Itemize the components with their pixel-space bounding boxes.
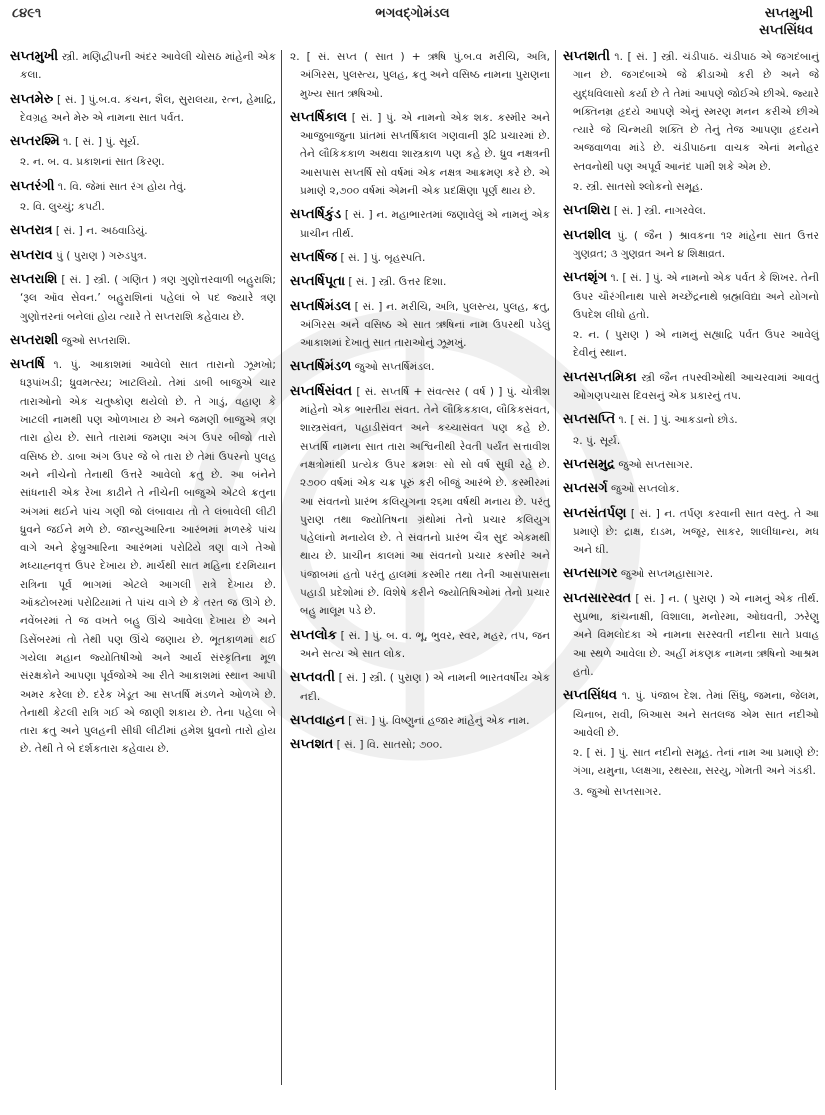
sense: ૨. ન. ( પુરાણ ) એ નામનું સહ્યાદ્રિ પર્વત ઉપર આવેલું દેવીનું સ્થાન.: [573, 329, 819, 360]
column-1: [10, 48, 276, 1115]
guide-words: [759, 5, 813, 39]
guide-word-first: સપ્તમુખી: [764, 6, 813, 21]
dictionary-entry: [290, 627, 550, 664]
headword: સપ્તર્ષિપૂતા: [290, 274, 346, 290]
dictionary-entry: [563, 505, 819, 560]
dictionary-entry: [563, 202, 819, 220]
definition: [ સં. ] પું. બૃહસ્પતિ.: [340, 251, 426, 264]
definition: ૧. [ સં. ] પું. એ નામનો એક પર્વત કે શિખર. તેની ઉપર ચૌરંગીનાથ પાસે મચ્છેંદ્રનાથે બ્રહ્મવિદ્યા અને યોગનો ઉપદેશ લીધો હતો.: [573, 272, 820, 321]
dictionary-entry: [290, 206, 550, 243]
page-header: [0, 0, 825, 48]
headword: સપ્તરાત્ર: [10, 223, 53, 239]
headword: સપ્તસર્ગ: [563, 481, 608, 497]
running-title: ભગવદ્ગોમંડલ: [375, 6, 450, 21]
headword: સપ્તસિંધવ: [563, 688, 617, 704]
headword: સપ્તર્ષિમંડલ: [290, 298, 351, 314]
definition: [ સં. ] ન. મહાભારતમાં જણાવેલું એ નામનું એક પ્રાચીન તીર્થ.: [300, 209, 550, 240]
dictionary-entry: [10, 91, 276, 128]
dictionary-entry: [563, 565, 819, 583]
dictionary-entry: [290, 712, 550, 730]
headword: સપ્તરાશિ: [10, 271, 58, 287]
headword: સપ્તશિરા: [563, 203, 611, 219]
headword: સપ્તલોક: [290, 627, 337, 643]
definition: [ સં. ] પું.બ.વ. કંચન, શૈલ, સુરાલયા, રત્ન, હેમાદ્રિ, દેવગ્રહ અને મેરુ એ નામના સાત પર્વત.: [20, 93, 276, 124]
definition: [ સં. ] વિ. સાતસો; ૭૦૦.: [336, 739, 443, 752]
definition: ૨. [ સં. સપ્ત ( સાત ) + ઋષિ પું.બ.વ મરીચિ, અત્રિ, અંગિરસ, પુલસ્ત્ય, પુલહ, ક્રતુ અને વસિષ્ઠ નામના પુરાણના મુખ્ય સાત ઋષિઓ.: [290, 51, 550, 100]
definition: પું ( પુરાણ ) ગરુડપુત્ર.: [55, 249, 147, 262]
headword: સપ્તસપ્તિ: [563, 412, 616, 428]
dictionary-entry: [10, 247, 276, 265]
dictionary-entry: [290, 48, 550, 103]
headword: સપ્તસપ્તમિકા: [563, 369, 637, 385]
dictionary-entry: [290, 249, 550, 267]
headword: સપ્તવાહન: [290, 712, 345, 728]
definition: પું. ( જૈન ) શ્રાવકના ૧૨ માંહેના સાત ઉત્તર ગુણવ્રત; ૩ ગુણવ્રત અને ૪ શિક્ષાવ્રત.: [573, 229, 819, 260]
dictionary-entry: [10, 271, 276, 326]
definition: ૧. વિ. જેમાં સાત રંગ હોય તેવું.: [57, 180, 187, 193]
dictionary-entry: [563, 411, 819, 450]
definition: [ સં. ] ન. ( પુરાણ ) એ નામનું એક તીર્થ. સુપ્રભા, કાંચનાક્ષી, વિશાલા, મનોરમા, ઓઘવતી, ઝરેણુ અને વિમલોદકા એ નામના સરસ્વતી નદીના સાતે પ્રવાહ આ સ્થળે આવેલા છે. અહીં મંકણક નામના ઋષિનો આશ્રમ હતો.: [573, 592, 819, 678]
headword: સપ્તસંતર્પણ: [563, 505, 627, 521]
dictionary-entry: [563, 269, 819, 362]
definition: ૧. [ સં. ] પું. સૂર્ય.: [63, 136, 140, 149]
definition: [ સં. ] પું. બ. વ. ભૂ, ભુવર, સ્વર, મહર, તપ, જન અને સત્ય એ સાત લોક.: [300, 629, 551, 660]
definition: [ સં. ] પું. વિષ્ણુનાં હજાર માંહેનું એક નામ.: [348, 714, 530, 727]
definition: ૧. [ સં. ] પું. આકડાનો છોડ.: [618, 414, 738, 427]
definition: જુઓ સપ્તસાગર.: [618, 458, 693, 471]
dictionary-entry: [290, 383, 550, 621]
dictionary-entry: [290, 358, 550, 376]
dictionary-entry: [10, 48, 276, 85]
headword: સપ્તસમુદ્ર: [563, 456, 615, 472]
dictionary-entry: [10, 178, 276, 217]
definition: [ સં. સપ્તર્ષિ + સંવત્સર ( વર્ષ ) ] પું. ચોત્રીશ માંહેનો એક ભારતીય સંવત. તેને લૌકિકકાલ, લૌકિકસંવત, શાસ્ત્રસંવત, પહાડીસંવત અને કચ્ચાસંવત પણ કહે છે. સપ્તર્ષિ નામના સાત તારા અશ્વિનીથી રેવતી પર્યંત સત્તાવીશ નક્ષત્રોમાંથી પ્રત્યેક ઉપર ક્રમશઃ સો સો વર્ષ સુધી રહે છે. ૨૭૦૦ વર્ષમાં એક ચક્ર પૂરું કરી બીજું આરંભે છે. કસ્મીરમાં આ સંવતનો પ્રારંભ કલિયુગના ૨૬મા વર્ષથી મનાય છે. પરંતુ પુરાણ તથા જ્યોતિષના ગ્રંથોમાં તેનો પ્રચાર કલિયુગ પહેલાંનો મનાયેલ છે. તે સંવતનો પ્રારંભ ચૈત્ર સુદ એકમથી થાય છે. પ્રાચીન કાલમાં આ સંવતનો પ્રચાર કસ્મીર અને પંજાબમાં હતો પરંતુ હાલમાં કસ્મીર તથા તેની આસપાસના પહાડી પ્રદેશોમાં છે. વિશેષે કરીને જ્યોતિષિઓમાં તેનો પ્રચાર બહુ માલૂમ પડે છે.: [300, 385, 550, 618]
headword: સપ્તશત: [290, 737, 334, 753]
column-divider: [281, 50, 282, 1085]
headword: સપ્તર્ષિજ: [290, 249, 338, 265]
sense: ૨. પું. સૂર્ય.: [573, 434, 621, 447]
dictionary-entry: [563, 590, 819, 681]
column-2: [290, 48, 550, 1115]
headword: સપ્તરંગી: [10, 178, 55, 194]
definition: [ સં. ] સ્ત્રી. ( ગણિત ) ત્રણ ગુણોત્તરવાળી બહુરાશિ; ‘રૂલ ઑવ સેવન.’ બહુરાશિનાં પહેલાં બે પદ જ્યારે ત્રણ ગુણોત્તરનાં બનેલાં હોય ત્યારે તે સપ્તરાશિ કહેવાય છે.: [20, 273, 276, 323]
definition: ૧. પું. આકાશમાં આવેલો સાત તારાનો ઝૂમખો; ધરૂપાંખડી; ધ્રુવમત્સ્ય; ખાટલિયો. તેમાં ડાબી બાજુએ ચાર તારાઓનો એક ચતુષ્કોણ થયેલો છે. તે ગાડું, વહાણ કે ખાટલી નામથી પણ ઓળખાય છે અને જમણી બાજુએ ત્રણ તારા હોય છે. સાતે તારામાં જમણા અંગ ઉપર બીજો તારો વસિષ્ઠ છે. ડાબા અંગ ઉપર જે બે તારા છે તેમાં ઉપરનો પુલહ અને નીચેનો તેનાથી ઉત્તરે આવેલો ક્રતુ છે. આ બંનેને સાંધનારી એક રેખા કાઢીને તે નીચેની બાજુએ એટલે ક્રતુના અંગમાં થઈને પાંચ ગણી જો લંબાવાય તો તે લંબાવેલી લીટી ધ્રુવને જઈને મળે છે. જાન્યુઆરિના આરંભમાં મળસ્કે પાંચ વાગે અને ફેબ્રુઆરિના આરંભમાં પરોઢિયે ત્રણ વાગે તેઓ મધ્યાહ્નવૃત્ત ઉપર દેખાય છે. માર્ચથી સાત મહિના દરમિયાન રાત્રિના પૂર્વ ભાગમાં એટલે આગલી રાત્રે દેખાય છે. ઑક્ટોબરમાં પરોઢિયામાં તે પાંચ વાગે છે કે તરત જ ઊગે છે. નવેંબરમાં તે જ વખતે બહુ ઊંચે આવેલા દેખાય છે અને ડિસેંબરમાં તો તેથી પણ ઊંચે જણાય છે. ભૂતકાળમાં થઈ ગયેલા મહાન જ્યોતિષીઓ અને આર્ય સંસ્કૃતિના મૂળ સંરક્ષકોને આપણા પૂર્વજોએ આ રીતે આકાશમાં સ્થાન આપી અમર કરેલા છે. દરેક ખેડૂત આ સપ્તર્ષિ મંડળને ઓળખે છે. તેનાથી કેટલી રાત્રિ ગઈ એ જાણી શકાય છે. તેના પહેલા બે તારા ક્રતુ અને પુલહની સીધી લીટીમાં હમેશ ધ્રુવનો તારો હોય છે. તેથી તે બે દર્શકતારા કહેવાય છે.: [20, 359, 276, 756]
dictionary-entry: [290, 669, 550, 706]
definition: જુઓ સપ્તલોક.: [610, 483, 680, 496]
headword: સપ્તમેરુ: [10, 91, 54, 107]
sense: ૨. [ સં. ] પું. સાત નદીનો સમૂહ. તેનાં નામ આ પ્રમાણે છે: ગંગા, યમુના, પ્લક્ષગા, રથસ્યા, સરયુ, ગોમતી અને ગંડકી.: [573, 747, 819, 778]
column-divider: [555, 50, 556, 1090]
dictionary-entry: [10, 222, 276, 240]
sense: ૨. સ્ત્રી. સાતસો શ્લોકનો સમૂહ.: [573, 181, 704, 194]
headword: સપ્તશીલ: [563, 227, 612, 243]
definition: [ સં. ] સ્ત્રી. ઉત્તર દિશા.: [348, 276, 447, 289]
dictionary-entry: [10, 356, 276, 759]
headword: સપ્તર્ષિ: [10, 357, 45, 373]
page-number: ૮૪૯૧: [12, 6, 42, 21]
headword: સપ્તરાશી: [10, 332, 59, 348]
definition: સ્ત્રી. મણિદ્વીપની અંદર આવેલી ચોસઠ માંહેની એક કલા.: [20, 51, 276, 82]
dictionary-entry: [563, 227, 819, 264]
dictionary-entry: [290, 298, 550, 353]
headword: સપ્તવતી: [290, 670, 336, 686]
headword: સપ્તર્ષિસંવત: [290, 383, 353, 399]
dictionary-entry: [10, 332, 276, 350]
dictionary-entry: [563, 48, 819, 196]
dictionary-entry: [563, 369, 819, 406]
definition: જુઓ સપ્તમહાસાગર.: [620, 568, 714, 581]
headword: સપ્તર્ષિમંડળ: [290, 359, 352, 375]
headword: સપ્તર્ષિકુંડ: [290, 207, 342, 223]
definition: [ સં. ] સ્ત્રી. નાગરવેલ.: [613, 205, 707, 218]
headword: સપ્તર્ષિકાલ: [290, 109, 347, 125]
definition: [ સં. ] ન. તર્પણ કરવાની સાત વસ્તુ. તે આ પ્રમાણે છે: દ્રાક્ષ, દાડમ, ખજૂર, સાકર, શાલીધાન્ય, મધ અને ઘી.: [573, 507, 819, 557]
column-3: [563, 48, 819, 1115]
dictionary-entry: [290, 736, 550, 754]
headword: સપ્તસારસ્વત: [563, 590, 632, 606]
definition: જુઓ સપ્તર્ષિમંડલ.: [354, 361, 435, 374]
definition: જુઓ સપ્તરાશિ.: [61, 334, 131, 347]
definition: [ સં. ] સ્ત્રી. ( પુરાણ ) એ નામની ભારતવર્ષીય એક નદી.: [300, 672, 550, 703]
headword: સપ્તશૃંગ: [563, 270, 608, 286]
dictionary-entry: [290, 273, 550, 291]
sense: ૩. જુઓ સપ્તસાગર.: [573, 785, 662, 798]
guide-word-last: સપ્તસિંધવ: [759, 23, 813, 38]
dictionary-entry: [10, 133, 276, 172]
dictionary-entry: [290, 109, 550, 200]
dictionary-columns: [0, 48, 825, 1115]
definition: ૧. પું. પંજાબ દેશ. તેમાં સિંધુ, જમના, જેલમ, ચિનાબ, રાવી, બિઆસ અને સતલજ એમ સાત નદીઓ આવેલી છે.: [573, 690, 819, 739]
definition: સ્ત્રી જૈન તપસ્વીઓથી આચરવામાં આવતું ઓગણપચાસ દિવસનું એક પ્રકારનું તપ.: [573, 371, 819, 403]
headword: સપ્તરશ્મિ: [10, 134, 60, 150]
dictionary-entry: [563, 456, 819, 474]
definition: [ સં. ] ન. અઠવાડિયું.: [55, 225, 148, 238]
headword: સપ્તસાગર: [563, 566, 618, 582]
dictionary-entry: [563, 480, 819, 498]
headword: સપ્તમુખી: [10, 49, 59, 64]
sense: ૨. વિ. લુચ્ચું; કપટી.: [20, 201, 105, 214]
sense: ૨. ન. બ. વ. પ્રકાશનાં સાત કિરણ.: [20, 156, 165, 169]
dictionary-entry: [563, 687, 819, 801]
definition: [ સં. ] પું. એ નામનો એક શક. કસ્મીર અને આજુબાજુના પ્રાંતમાં સપ્તર્ષિકાલ ગણવાની રૂઢિ પ્રચારમાં છે. તેને લૌકિકકાળ અથવા શાસ્ત્રકાળ પણ કહે છે. ધ્રુવ નક્ષત્રની આસપાસ સપ્તર્ષિ સો વર્ષમાં એક નક્ષત્ર આક્રમણ કરે છે. એ પ્રમાણે ૨,૭૦૦ વર્ષમાં એમની એક પ્રદક્ષિણા પૂર્ણ થાય છે.: [300, 111, 550, 198]
definition: [ સં. ] ન. મરીચિ, અત્રિ, પુલસ્ત્ય, પુલહ, ક્રતુ, અંગિરસ અને વસિષ્ઠ એ સાત ઋષિનાં નામ ઉપરથી પડેલું આકાશમાં દેખાતું સાત તારાઓનું ઝૂમખું.: [300, 300, 551, 350]
definition: ૧. [ સં. ] સ્ત્રી. ચંડીપાઠ. ચંડીપાઠ એ જગદંબાનું ગાન છે. જગદંબાએ જે ક્રીડાઓ કરી છે અને જે યુદ્ધવિલાસો કર્યા છે તે તેમાં આપણે જોઈએ છીએ. જ્યારે ભક્તિનમ્ર હૃદયે આપણે એનું સ્મરણ મનન કરીએ છીએ ત્યારે જે ચિન્મયી શક્તિ છે તેનું તેજ આપણા હૃદયને અજવાળવા માંડે છે. ચંડીપાઠના વાચક એનાં મનોહર સ્તવનોથી પણ અપૂર્વ આનંદ પામી શકે એમ છે.: [573, 51, 819, 173]
headword: સપ્તરાવ: [10, 247, 53, 263]
headword: સપ્તશતી: [563, 49, 610, 64]
